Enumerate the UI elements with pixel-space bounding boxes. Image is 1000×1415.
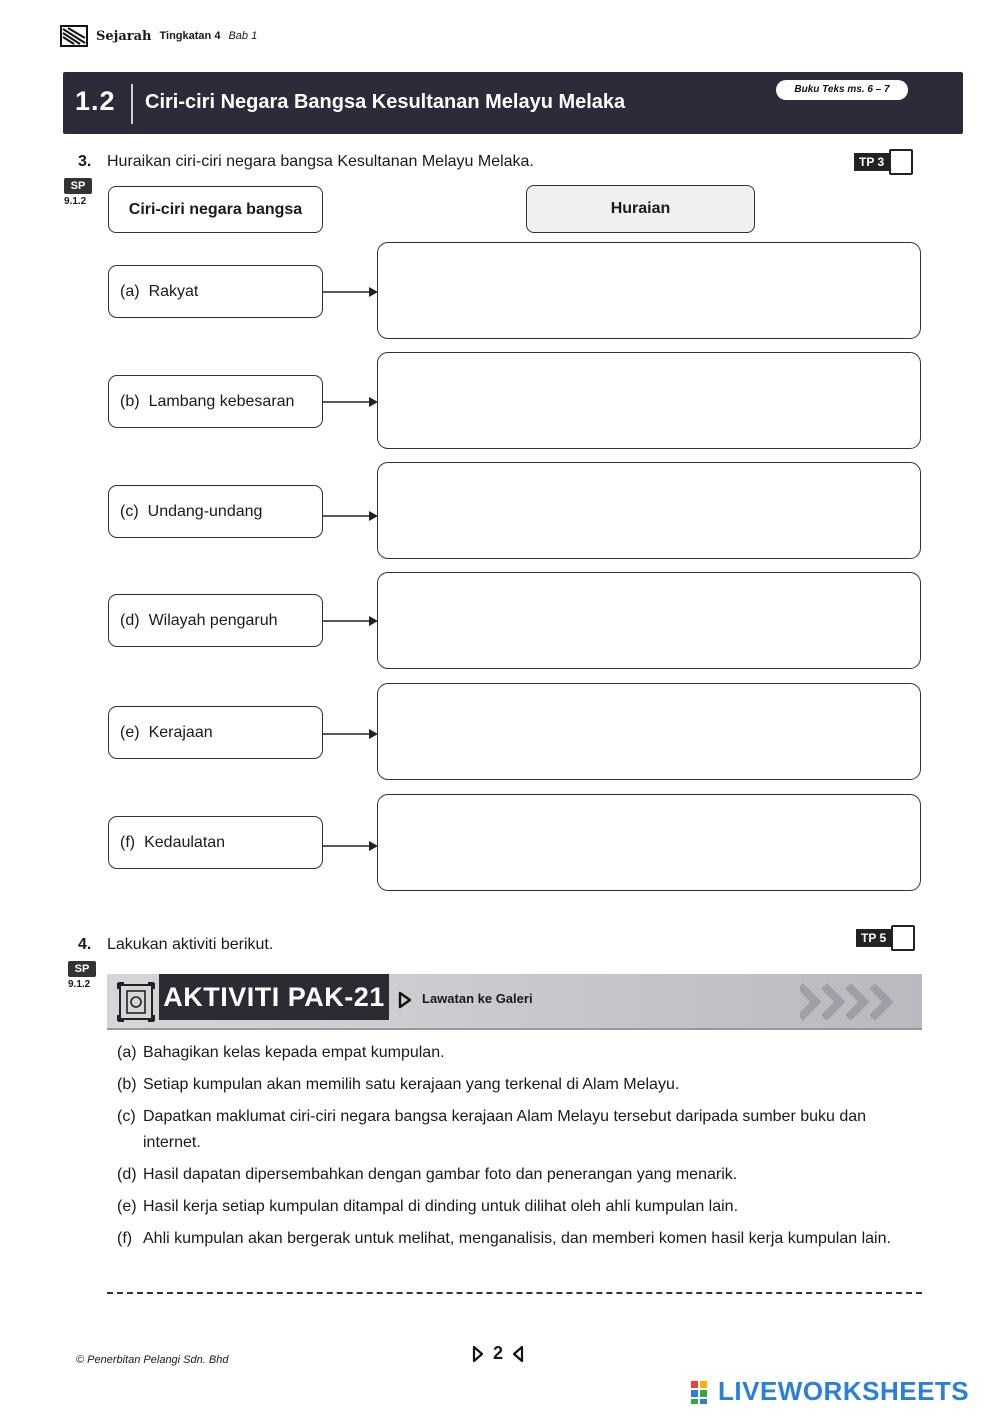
features-heading: Ciri-ciri negara bangsa bbox=[108, 186, 323, 233]
copyright-text: © Penerbitan Pelangi Sdn. Bhd bbox=[76, 1354, 229, 1366]
description-heading: Huraian bbox=[526, 185, 755, 233]
step-text: Ahli kumpulan akan bergerak untuk melihat, menganalisis, dan memberi komen hasil kerja kumpulan lain. bbox=[143, 1230, 891, 1247]
tp-score-box[interactable] bbox=[889, 149, 913, 175]
watermark-text: LIVEWORKSHEETS bbox=[718, 1376, 970, 1406]
liveworksheets-logo-icon bbox=[690, 1379, 716, 1405]
step-letter: (a) bbox=[117, 1044, 137, 1061]
answer-box-lambang-kebesaran[interactable] bbox=[377, 352, 921, 449]
textbook-reference: Buku Teks ms. 6 – 7 bbox=[776, 80, 908, 100]
arrow-right-icon bbox=[323, 728, 378, 740]
subject-label: Sejarah bbox=[96, 28, 152, 44]
play-icon bbox=[398, 991, 412, 1009]
step-text: Hasil kerja setiap kumpulan ditampal di dinding untuk dilihat oleh ahli kumpulan lain. bbox=[143, 1198, 739, 1215]
play-icon bbox=[472, 1345, 484, 1363]
step-text: Dapatkan maklumat ciri-ciri negara bangsa kerajaan Alam Melayu tersebut daripada sumber buku dan internet. bbox=[143, 1108, 867, 1151]
step-letter: (f) bbox=[117, 1230, 133, 1247]
question-4-number: 4. bbox=[78, 936, 92, 953]
question-3-text: Huraikan ciri-ciri negara bangsa Kesultanan Melayu Melaka. bbox=[107, 153, 534, 170]
feature-letter: (f) bbox=[120, 833, 136, 851]
feature-letter: (b) bbox=[120, 392, 140, 410]
arrow-right-icon bbox=[323, 840, 378, 852]
page-number: 2 bbox=[493, 1343, 504, 1363]
sp-code: 9.1.2 bbox=[68, 979, 91, 990]
list-item bbox=[117, 1226, 917, 1252]
tp-3-score bbox=[854, 149, 913, 175]
sp-badge: SP bbox=[68, 961, 96, 977]
answer-box-wilayah-pengaruh[interactable] bbox=[377, 572, 921, 669]
list-item bbox=[117, 1104, 917, 1156]
list-item bbox=[117, 1162, 917, 1188]
activity-title: AKTIVITI PAK-21 bbox=[159, 974, 389, 1020]
section-number: 1.2 bbox=[75, 86, 116, 116]
arrow-right-icon bbox=[323, 510, 378, 522]
feature-label: Kedaulatan bbox=[144, 833, 226, 851]
answer-box-rakyat[interactable] bbox=[377, 242, 921, 339]
step-text: Hasil dapatan dipersembahkan dengan gambar foto dan penerangan yang menarik. bbox=[143, 1166, 738, 1183]
question-3-number: 3. bbox=[78, 153, 92, 170]
feature-label: Kerajaan bbox=[148, 723, 213, 741]
sp-code: 9.1.2 bbox=[64, 196, 87, 207]
activity-subtitle: Lawatan ke Galeri bbox=[422, 991, 533, 1006]
step-letter: (e) bbox=[117, 1198, 137, 1215]
tp-badge: TP 5 bbox=[856, 929, 891, 947]
feature-label: Rakyat bbox=[148, 282, 199, 300]
question-4-text: Lakukan aktiviti berikut. bbox=[107, 936, 274, 953]
feature-label: Undang-undang bbox=[147, 502, 263, 520]
page-header bbox=[60, 24, 257, 48]
form-label: Tingkatan 4 bbox=[159, 30, 221, 42]
feature-label: Lambang kebesaran bbox=[148, 392, 295, 410]
chevron-decoration-icon bbox=[800, 982, 910, 1022]
liveworksheets-watermark bbox=[690, 1376, 969, 1407]
section-title: Ciri-ciri Negara Bangsa Kesultanan Melayu Melaka bbox=[145, 91, 626, 113]
feature-box-wilayah-pengaruh bbox=[108, 594, 323, 647]
step-text: Bahagikan kelas kepada empat kumpulan. bbox=[143, 1044, 445, 1061]
feature-letter: (d) bbox=[120, 611, 140, 629]
feature-letter: (a) bbox=[120, 282, 140, 300]
feature-letter: (e) bbox=[120, 723, 140, 741]
gallery-walk-icon bbox=[117, 982, 155, 1022]
list-item bbox=[117, 1040, 917, 1066]
activity-banner bbox=[107, 974, 922, 1030]
list-item bbox=[117, 1072, 917, 1098]
sp-badge: SP bbox=[64, 178, 92, 194]
feature-box-lambang-kebesaran bbox=[108, 375, 323, 428]
chapter-label: Bab 1 bbox=[228, 30, 258, 42]
arrow-right-icon bbox=[323, 615, 378, 627]
feature-box-kedaulatan bbox=[108, 816, 323, 869]
list-item bbox=[117, 1194, 917, 1220]
feature-label: Wilayah pengaruh bbox=[148, 611, 278, 629]
feature-letter: (c) bbox=[120, 502, 139, 520]
tp-badge: TP 3 bbox=[854, 153, 889, 171]
book-logo-icon bbox=[60, 25, 88, 47]
page-number-nav bbox=[472, 1343, 524, 1364]
tp-5-score bbox=[856, 925, 915, 951]
feature-box-rakyat bbox=[108, 265, 323, 318]
section-divider bbox=[131, 84, 133, 124]
answer-box-kerajaan[interactable] bbox=[377, 683, 921, 780]
reverse-play-icon bbox=[512, 1345, 524, 1363]
step-letter: (c) bbox=[117, 1108, 136, 1125]
tp-score-box[interactable] bbox=[891, 925, 915, 951]
step-letter: (d) bbox=[117, 1166, 137, 1183]
answer-box-undang-undang[interactable] bbox=[377, 462, 921, 559]
arrow-right-icon bbox=[323, 396, 378, 408]
feature-box-undang-undang bbox=[108, 485, 323, 538]
dashed-divider bbox=[107, 1292, 922, 1294]
step-letter: (b) bbox=[117, 1076, 137, 1093]
section-banner bbox=[63, 72, 963, 134]
activity-steps bbox=[117, 1040, 917, 1258]
arrow-right-icon bbox=[323, 286, 378, 298]
step-text: Setiap kumpulan akan memilih satu kerajaan yang terkenal di Alam Melayu. bbox=[143, 1076, 680, 1093]
answer-box-kedaulatan[interactable] bbox=[377, 794, 921, 891]
feature-box-kerajaan bbox=[108, 706, 323, 759]
